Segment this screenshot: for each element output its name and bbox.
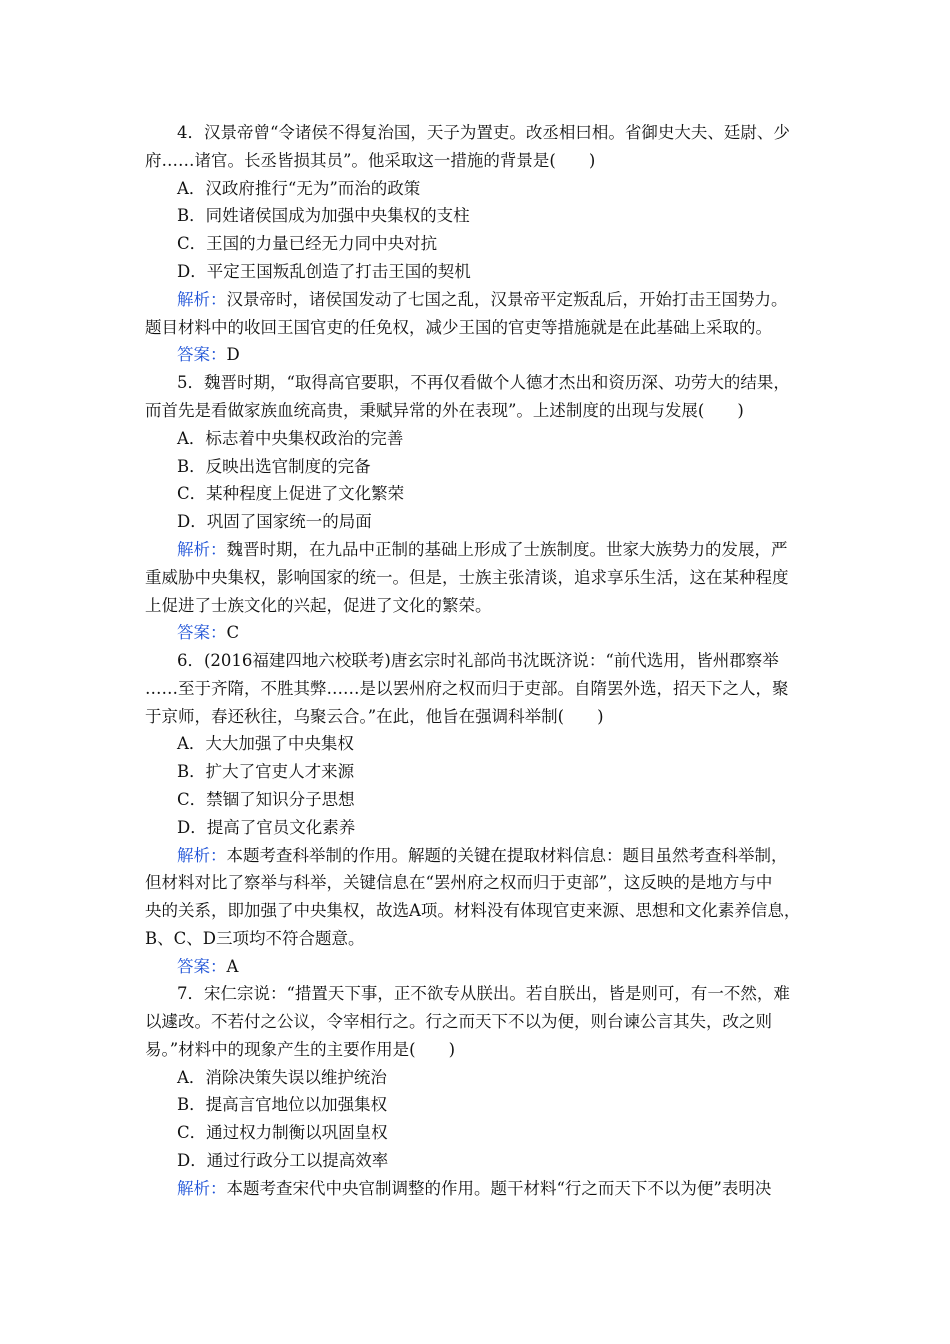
q6-stem-line-1: 6．(2016福建四地六校联考)唐玄宗时礼部尚书沈既济说：“前代选用，皆州郡察举 [177,651,779,670]
q6-analysis-line-3: 央的关系，即加强了中央集权，故选A项。材料没有体现官吏来源、思想和文化素养信息， [145,901,801,920]
q5-option-a: A．标志着中央集权政治的完善 [177,429,404,448]
analysis-text: 本题考查科举制的作用。解题的关键在提取材料信息：题目虽然考查科举制， [226,846,788,865]
q7-analysis-line-1 [177,1179,771,1199]
q5-stem-line-2: 而首先是看做家族血统高贵，秉赋异常的外在表现”。上述制度的出现与发展( ) [145,401,744,420]
q5-analysis-line-1 [177,540,788,560]
q4-option-d: D．平定王国叛乱创造了打击王国的契机 [177,262,471,281]
analysis-label: 解析： [177,846,227,865]
q5-option-d: D．巩固了国家统一的局面 [177,512,372,531]
q6-stem-line-2: ……至于齐隋，不胜其弊……是以罢州府之权而归于吏部。自隋罢外选，招天下之人，聚 [145,679,789,698]
q4-stem-line-1: 4．汉景帝曾“令诸侯不得复治国，天子为置吏。改丞相曰相。省御史大夫、廷尉、少 [177,123,790,142]
q6-analysis-line-4: B、C、D三项均不符合题意。 [145,929,365,948]
analysis-label: 解析： [177,290,227,309]
q6-option-d: D．提高了官员文化素养 [177,818,356,837]
q6-option-c: C．禁锢了知识分子思想 [177,790,355,809]
q6-analysis-line-1 [177,846,788,866]
analysis-text: 魏晋时期，在九品中正制的基础上形成了士族制度。世家大族势力的发展，严 [226,540,788,559]
q5-answer [177,623,239,643]
analysis-label: 解析： [177,540,227,559]
answer-label: 答案： [177,623,227,642]
q4-option-b: B．同姓诸侯国成为加强中央集权的支柱 [177,206,470,225]
q7-stem-line-1: 7．宋仁宗说：“措置天下事，正不欲专从朕出。若自朕出，皆是则可，有一不然，难 [177,984,790,1003]
q7-option-c: C．通过权力制衡以巩固皇权 [177,1123,388,1142]
q7-option-b: B．提高言官地位以加强集权 [177,1095,388,1114]
analysis-text: 汉景帝时，诸侯国发动了七国之乱，汉景帝平定叛乱后，开始打击王国势力。 [226,290,788,309]
answer-value: D [226,345,240,364]
q4-option-c: C．王国的力量已经无力同中央对抗 [177,234,438,253]
q5-analysis-line-2: 重威胁中央集权，影响国家的统一。但是，士族主张清谈，追求享乐生活，这在某种程度 [145,568,789,587]
q4-stem-line-2: 府……诸官。长丞皆损其员”。他采取这一措施的背景是( ) [145,151,596,170]
answer-value: A [226,957,239,976]
q7-stem-line-2: 以遽改。不若付之公议，令宰相行之。行之而天下不以为便，则台谏公言其失，改之则 [145,1012,772,1031]
q7-option-d: D．通过行政分工以提高效率 [177,1151,389,1170]
q5-option-b: B．反映出选官制度的完备 [177,457,371,476]
q5-stem-line-1: 5．魏晋时期，“取得高官要职，不再仅看做个人德才杰出和资历深、功劳大的结果， [177,373,790,392]
q7-option-a: A．消除决策失误以维护统治 [177,1068,387,1087]
analysis-label: 解析： [177,1179,227,1198]
answer-label: 答案： [177,957,227,976]
q4-analysis-line-2: 题目材料中的收回王国官吏的任免权，减少王国的官吏等措施就是在此基础上采取的。 [145,318,772,337]
q6-analysis-line-2: 但材料对比了察举与科举，关键信息在“罢州府之权而归于吏部”，这反映的是地方与中 [145,873,773,892]
answer-value: C [226,623,240,642]
q4-analysis-line-1 [177,290,788,310]
q4-option-a: A．汉政府推行“无为”而治的政策 [177,179,421,198]
q7-stem-line-3: 易。”材料中的现象产生的主要作用是( ) [145,1040,456,1059]
q6-option-b: B．扩大了官吏人才来源 [177,762,355,781]
q6-answer [177,957,238,977]
q5-analysis-line-3: 上促进了士族文化的兴起，促进了文化的繁荣。 [145,596,492,615]
q5-option-c: C．某种程度上促进了文化繁荣 [177,484,405,503]
q6-stem-line-3: 于京师，春还秋往，乌聚云合。”在此，他旨在强调科举制( ) [145,707,604,726]
answer-label: 答案： [177,345,227,364]
analysis-text: 本题考查宋代中央官制调整的作用。题干材料“行之而天下不以为便”表明决 [226,1179,772,1198]
q4-answer [177,345,240,365]
q6-option-a: A．大大加强了中央集权 [177,734,354,753]
